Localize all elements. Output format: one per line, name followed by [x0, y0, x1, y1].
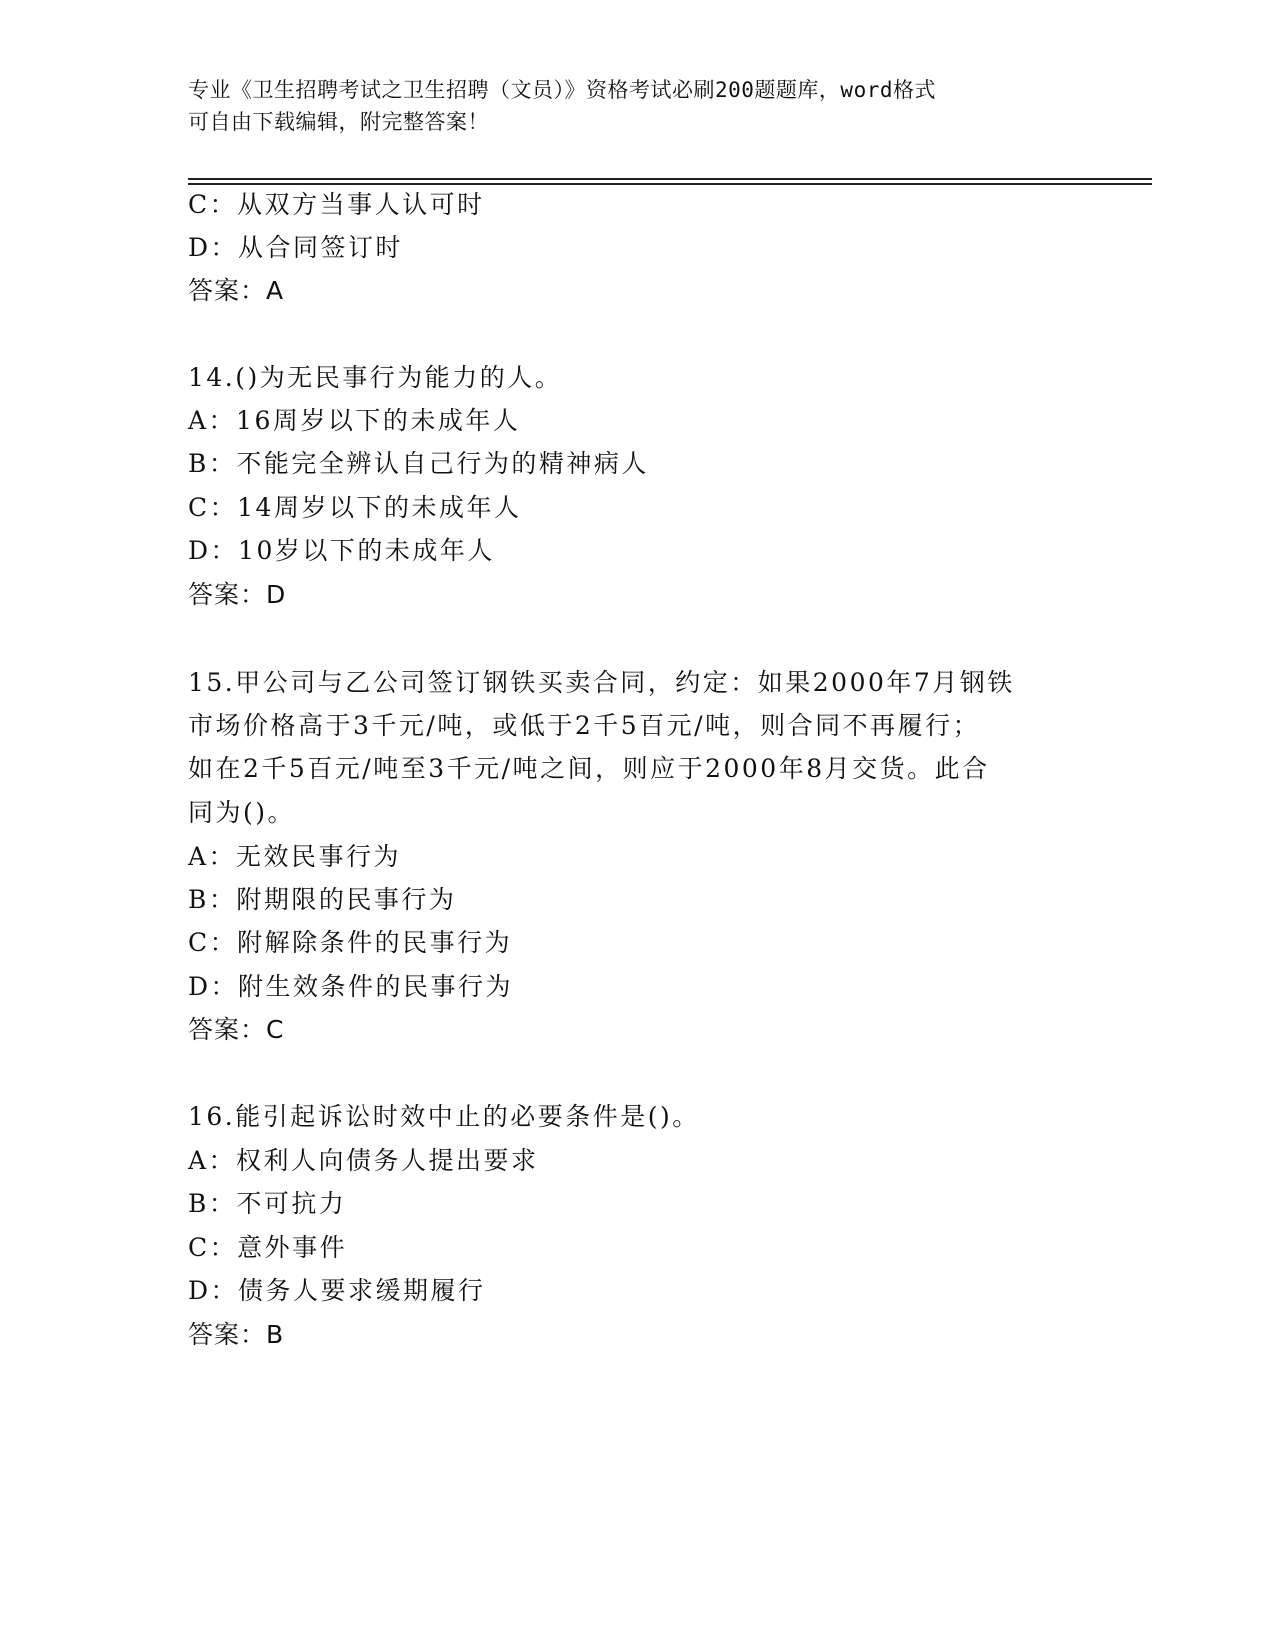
q14-stem: 14.()为无民事行为能力的人。 — [188, 363, 563, 392]
header-rule-top — [188, 178, 1152, 180]
q15-option-b: B：附期限的民事行为 — [188, 885, 457, 914]
header-rule-bottom — [188, 183, 1152, 185]
q15-stem-line-1: 15.甲公司与乙公司签订钢铁买卖合同，约定：如果2000年7月钢铁 — [188, 668, 1015, 697]
q16-option-a: A：权利人向债务人提出要求 — [188, 1146, 539, 1175]
q16-stem: 16.能引起诉讼时效中止的必要条件是()。 — [188, 1102, 700, 1131]
q16-option-d: D：债务人要求缓期履行 — [188, 1276, 486, 1305]
q13-option-d: D：从合同签订时 — [188, 233, 404, 262]
q14-option-c: C：14周岁以下的未成年人 — [188, 493, 522, 522]
q14-option-a: A：16周岁以下的未成年人 — [188, 406, 521, 435]
q15-answer: 答案：C — [188, 1015, 285, 1044]
document-header — [188, 74, 1078, 138]
q14-answer: 答案：D — [188, 580, 287, 609]
q15-stem-line-3: 如在2千5百元/吨至3千元/吨之间，则应于2000年8月交货。此合 — [188, 754, 990, 783]
q14-option-d: D：10岁以下的未成年人 — [188, 536, 495, 565]
header-line-1: 专业《卫生招聘考试之卫生招聘（文员）》资格考试必刷200题题库，word格式 — [188, 78, 936, 102]
q16-option-c: C：意外事件 — [188, 1233, 348, 1262]
q13-option-c: C：从双方当事人认可时 — [188, 190, 485, 219]
q16-option-b: B：不可抗力 — [188, 1189, 347, 1218]
q15-option-c: C：附解除条件的民事行为 — [188, 928, 513, 957]
q15-stem-line-2: 市场价格高于3千元/吨，或低于2千5百元/吨，则合同不再履行； — [188, 711, 981, 740]
q15-option-d: D：附生效条件的民事行为 — [188, 972, 514, 1001]
q14-option-b: B：不能完全辨认自己行为的精神病人 — [188, 449, 649, 478]
q15-option-a: A：无效民事行为 — [188, 842, 402, 871]
header-line-2: 可自由下载编辑，附完整答案！ — [188, 110, 489, 134]
q16-answer: 答案：B — [188, 1320, 285, 1349]
q13-answer: 答案：A — [188, 276, 285, 305]
q15-stem-line-4: 同为()。 — [188, 798, 296, 827]
